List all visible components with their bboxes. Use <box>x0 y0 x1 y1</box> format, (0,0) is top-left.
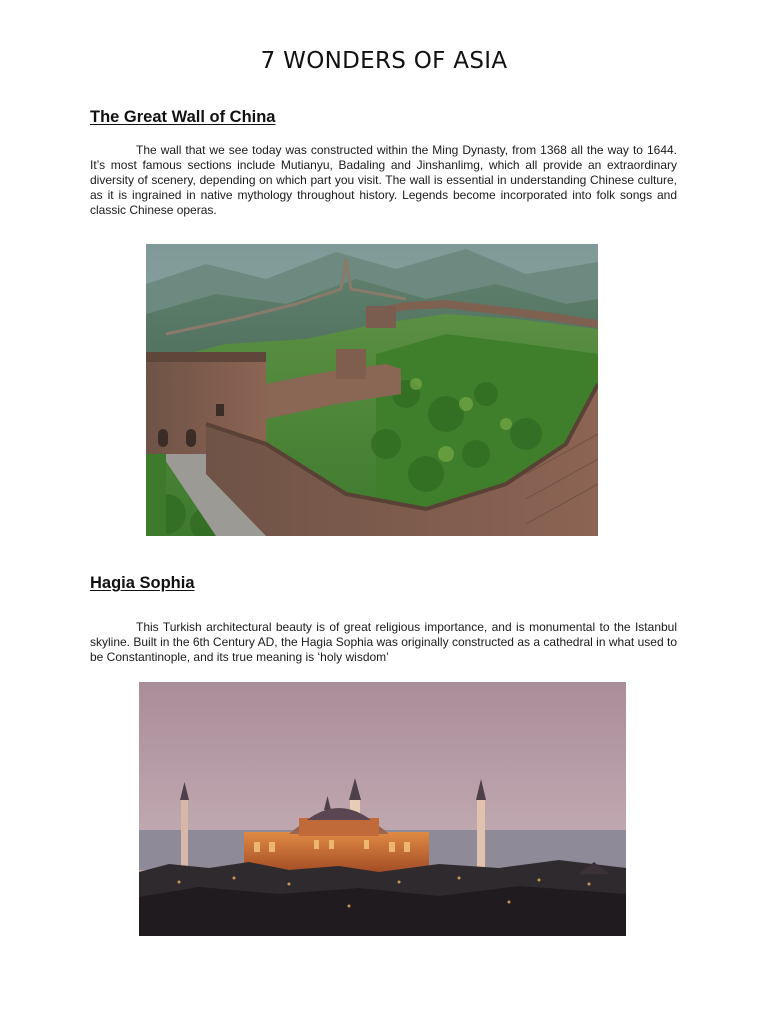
great-wall-photo <box>146 244 598 536</box>
section-heading-hagia-sophia: Hagia Sophia <box>90 574 195 592</box>
section-paragraph-hagia-sophia: This Turkish architectural beauty is of great religious importance, and is monumental to the Istanbul skyline. Built in the 6th Century AD, the Hagia Sophia was originally constructed as a cathedral in what used to be Constantinople, and its true meaning is ‘holy wisdom’ <box>90 620 677 664</box>
section-heading-great-wall: The Great Wall of China <box>90 108 276 126</box>
document-title: 7 WONDERS OF ASIA <box>260 48 508 74</box>
section-paragraph-great-wall: The wall that we see today was constructed within the Ming Dynasty, from 1368 all the way to 1644. It’s most famous sections include Mutianyu, Badaling and Jinshanlimg, which all provide an extraordinary diversity of scenery, depending on which part you visit. The wall is essential in understanding Chinese culture, as it is ingrained in native mythology throughout history. Legends become incorporated into folk songs and classic Chinese operas. <box>90 143 677 217</box>
hagia-sophia-photo <box>139 682 626 936</box>
